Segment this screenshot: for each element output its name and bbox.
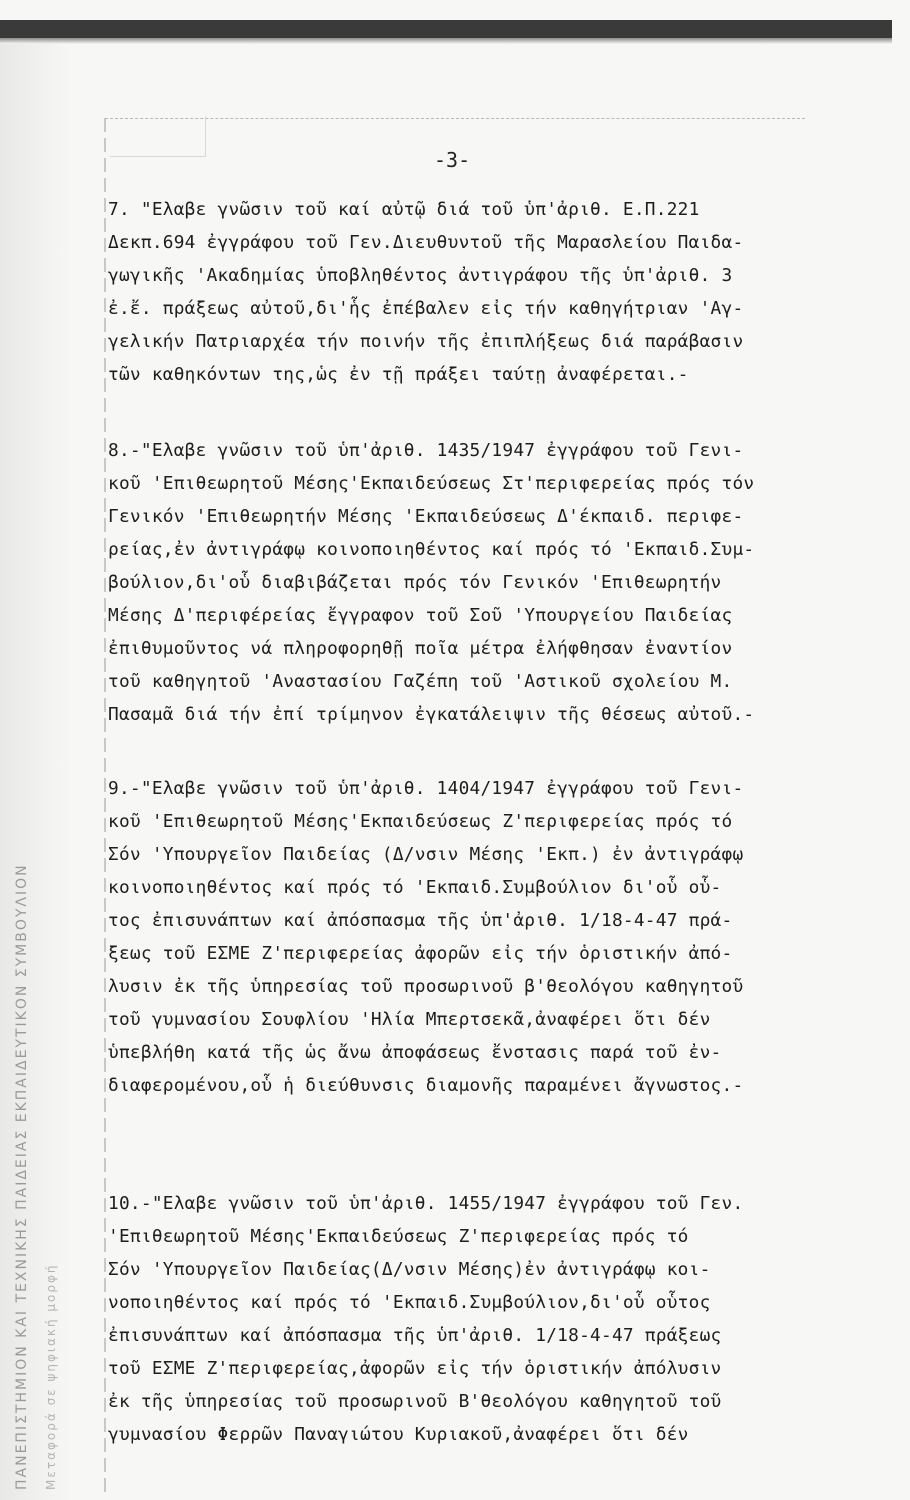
- page-number: -3-: [434, 148, 471, 172]
- text-line: ρείας,ἐν ἀντιγράφῳ κοινοποιηθέντος καί πρός τό 'Εκπαιδ.Συμ-: [108, 539, 755, 560]
- text-line: κοῦ 'Επιθεωρητοῦ Μέσης'Εκπαιδεύσεως Στ'περιφερείας πρός τόν: [108, 473, 755, 494]
- text-line: διαφερομένου,οὗ ἡ διεύθυνσις διαμονῆς παραμένει ἄγνωστος.-: [108, 1075, 744, 1096]
- text-line: Δεκπ.694 ἐγγράφου τοῦ Γεν.Διευθυντοῦ τῆς Μαρασλείου Παιδα-: [108, 232, 744, 253]
- text-line: τος ἐπισυνάπτων καί ἀπόσπασμα τῆς ὑπ'ἀριθ. 1/18-4-47 πρά-: [108, 910, 733, 931]
- text-line: κοινοποιηθέντος καί πρός τό 'Εκπαιδ.Συμβούλιον δι'οὗ οὗ-: [108, 877, 722, 898]
- text-line: κοῦ 'Επιθεωρητοῦ Μέσης'Εκπαιδεύσεως Ζ'περιφερείας πρός τό: [108, 811, 733, 832]
- text-line: 10.-"Ελαβε γνῶσιν τοῦ ὑπ'ἀριθ. 1455/1947 ἐγγράφου τοῦ Γεν.: [108, 1193, 744, 1214]
- text-line: Σόν 'Υπουργεῖον Παιδείας (Δ/νσιν Μέσης 'Εκπ.) ἐν ἀντιγράφῳ: [108, 844, 744, 865]
- paragraph-7: [108, 193, 898, 391]
- text-line: Γενικόν 'Επιθεωρητήν Μέσης 'Εκπαιδεύσεως Δ'έκπαιδ. περιφε-: [108, 506, 744, 527]
- text-line: τῶν καθηκόντων της,ὡς ἐν τῇ πράξει ταύτῃ ἀναφέρεται.-: [108, 364, 689, 385]
- text-line: ἐπισυνάπτων καί ἀπόσπασμα τῆς ὑπ'ἀριθ. 1/18-4-47 πράξεως: [108, 1325, 722, 1346]
- text-line: ἐ.ἔ. πράξεως αὐτοῦ,δι'ἧς ἐπέβαλεν εἰς τήν καθηγήτριαν 'Αγ-: [108, 298, 744, 319]
- side-margin-text: ΠΑΝΕΠΙΣΤΗΜΙΟΝ ΚΑΙ ΤΕΧΝΙΚΗΣ ΠΑΙΔΕΙΑΣ ΕΚΠΑΙΔΕΥΤΙΚΟΝ ΣΥΜΒΟΥΛΙΟΝ: [14, 863, 30, 1490]
- text-line: 8.-"Ελαβε γνῶσιν τοῦ ὑπ'ἀριθ. 1435/1947 ἐγγράφου τοῦ Γενι-: [108, 440, 744, 461]
- text-line: βούλιον,δι'οὗ διαβιβάζεται πρός τόν Γενικόν 'Επιθεωρητήν: [108, 572, 722, 593]
- left-margin-line: [104, 118, 106, 1498]
- text-line: Μέσης Δ'περιφέρείας ἔγγραφον τοῦ Σοῦ 'Υπουργείου Παιδείας: [108, 605, 733, 626]
- stamp-box: [110, 116, 206, 157]
- text-line: γυμνασίου Φερρῶν Παναγιώτου Κυριακοῦ,ἀναφέρει ὅτι δέν: [108, 1424, 689, 1445]
- text-line: ἐκ τῆς ὑπηρεσίας τοῦ προσωρινοῦ Β'θεολόγου καθηγητοῦ τοῦ: [108, 1391, 722, 1412]
- side-margin-text-faint: Μεταφορά σε ψηφιακή μορφή: [44, 1263, 58, 1490]
- paragraph-9: [108, 772, 898, 1102]
- paragraph-gap: [108, 731, 898, 772]
- text-line: τοῦ γυμνασίου Σουφλίου 'Ηλία Μπερτσεκᾶ,ἀναφέρει ὅτι δέν: [108, 1009, 711, 1030]
- text-line: ξεως τοῦ ΕΣΜΕ Ζ'περιφερείας ἀφορῶν εἰς τήν ὁριστικήν ἀπό-: [108, 943, 733, 964]
- text-line: γωγικῆς 'Ακαδημίας ὑποβληθέντος ἀντιγράφου τῆς ὑπ'ἀριθ. 3: [108, 265, 733, 286]
- text-line: γελικήν Πατριαρχέα τήν ποινήν τῆς ἐπιπλήξεως διά παράβασιν: [108, 331, 744, 352]
- paragraph-gap: [108, 391, 898, 434]
- text-line: 9.-"Ελαβε γνῶσιν τοῦ ὑπ'ἀριθ. 1404/1947 ἐγγράφου τοῦ Γενι-: [108, 778, 744, 799]
- text-line: Πασαμᾶ διά τήν ἐπί τρίμηνον ἐγκατάλειψιν τῆς θέσεως αὐτοῦ.-: [108, 704, 755, 725]
- text-line: ὑπεβλήθη κατά τῆς ὡς ἄνω ἀποφάσεως ἔνστασις παρά τοῦ ἐν-: [108, 1042, 722, 1063]
- paragraph-gap: [108, 1102, 898, 1187]
- document-body: [108, 193, 898, 1451]
- scan-top-shadow: [0, 38, 892, 44]
- text-line: 'Επιθεωρητοῦ Μέσης'Εκπαιδεύσεως Ζ'περιφερείας πρός τό: [108, 1226, 689, 1247]
- paragraph-10: [108, 1187, 898, 1451]
- text-line: νοποιηθέντος καί πρός τό 'Εκπαιδ.Συμβούλιον,δι'οὗ οὗτος: [108, 1292, 711, 1313]
- scan-top-band: [0, 20, 892, 40]
- text-line: τοῦ ΕΣΜΕ Ζ'περιφερείας,ἀφορῶν εἰς τήν ὁριστικήν ἀπόλυσιν: [108, 1358, 722, 1379]
- text-line: ἐπιθυμοῦντος νά πληροφορηθῇ ποῖα μέτρα ἐλήφθησαν ἐναντίον: [108, 638, 733, 659]
- text-line: Σόν 'Υπουργεῖον Παιδείας(Δ/νσιν Μέσης)ἐν ἀντιγράφῳ κοι-: [108, 1259, 711, 1280]
- text-line: λυσιν ἐκ τῆς ὑπηρεσίας τοῦ προσωρινοῦ β'θεολόγου καθηγητοῦ: [108, 976, 744, 997]
- text-line: τοῦ καθηγητοῦ 'Αναστασίου Γαζέπη τοῦ 'Αστικοῦ σχολείου Μ.: [108, 671, 733, 692]
- text-line: 7. "Ελαβε γνῶσιν τοῦ καί αὐτῷ διά τοῦ ὑπ'ἀριθ. Ε.Π.221: [108, 199, 700, 220]
- paragraph-8: [108, 434, 898, 731]
- header-rule: [105, 118, 805, 119]
